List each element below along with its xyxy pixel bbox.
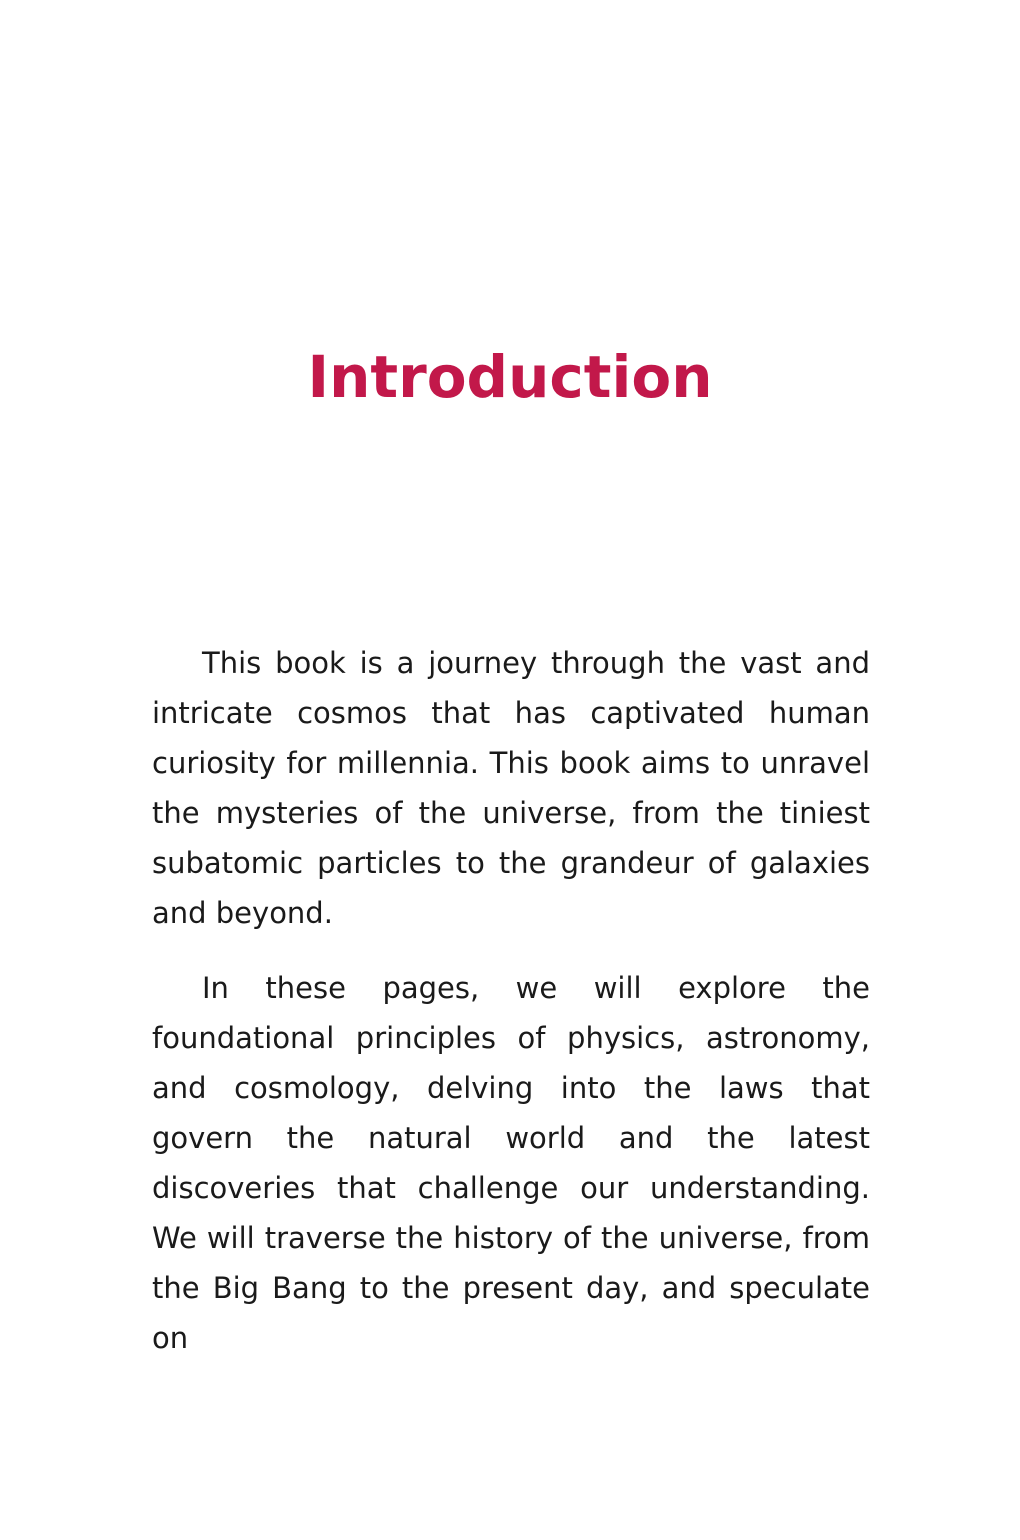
body-text bbox=[152, 638, 870, 1388]
chapter-title: Introduction bbox=[307, 343, 713, 411]
paragraph-2: In these pages, we will explore the foundational principles of physics, astronomy, and cosmology, delving into the laws that govern the natural world and the latest discoveries that challenge our understanding. We will traverse the history of the universe, from the Big Bang to the present day, and speculate on bbox=[152, 971, 870, 1355]
paragraph-1: This book is a journey through the vast and intricate cosmos that has captivated human curiosity for millennia. This book aims to unravel the mysteries of the universe, from the tiniest subatomic particles to the grandeur of galaxies and beyond. bbox=[152, 646, 870, 930]
